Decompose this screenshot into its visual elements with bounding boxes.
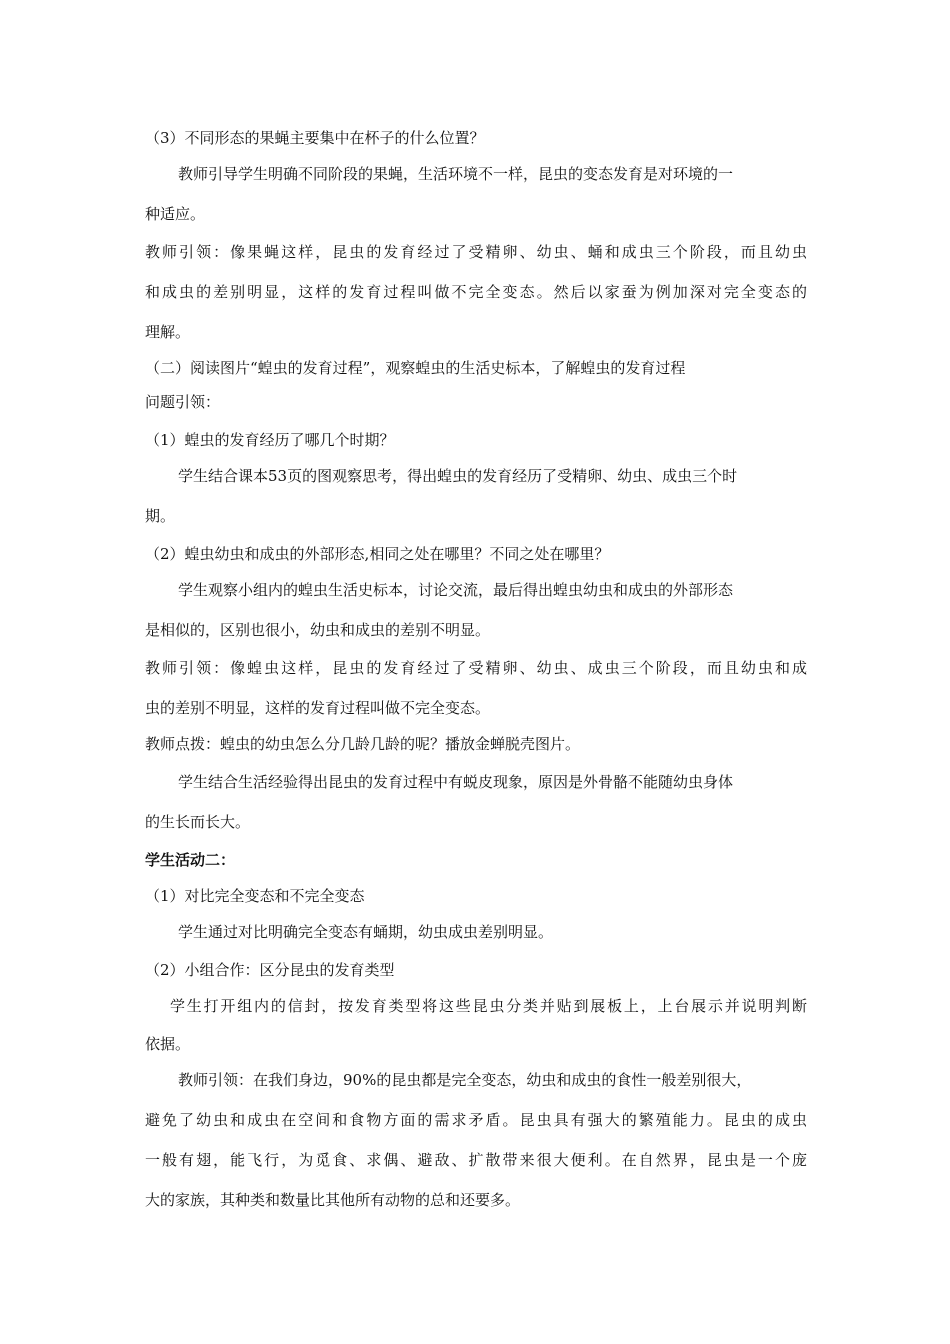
- question-1-locust: （1）蝗虫的发育经历了哪几个时期？: [145, 431, 395, 449]
- section-heading-locust: （二）阅读图片“蝗虫的发育过程”，观察蝗虫的生活史标本，了解蝗虫的发育过程: [145, 359, 686, 377]
- teacher-guide-line: 教师引领：在我们身边，90%的昆虫都是完全变态，幼虫和成虫的食性一般差别很大，: [178, 1071, 752, 1089]
- paragraph-line: 学生结合生活经验得出昆虫的发育过程中有蜕皮现象，原因是外骨骼不能随幼虫身体: [178, 773, 734, 791]
- paragraph-line: 和成虫的差别明显，这样的发育过程叫做不完全变态。然后以家蚕为例加深对完全变态的: [145, 283, 807, 301]
- paragraph-line: 的生长而长大。: [145, 813, 251, 831]
- paragraph-line: 学生打开组内的信封，按发育类型将这些昆虫分类并贴到展板上，上台展示并说明判断: [170, 997, 807, 1015]
- activity-2-heading: 学生活动二：: [145, 851, 236, 869]
- paragraph-line: 学生结合课本53页的图观察思考，得出蝗虫的发育经历了受精卵、幼虫、成虫三个时: [178, 467, 738, 485]
- paragraph-line: 理解。: [145, 323, 191, 341]
- paragraph-line: 依据。: [145, 1035, 191, 1053]
- paragraph-line: 大的家族，其种类和数量比其他所有动物的总和还要多。: [145, 1191, 521, 1209]
- paragraph-line: 避免了幼虫和成虫在空间和食物方面的需求矛盾。昆虫具有强大的繁殖能力。昆虫的成虫: [145, 1111, 807, 1129]
- teacher-hint-line: 教师点拨：蝗虫的幼虫怎么分几龄几龄的呢？播放金蝉脱壳图片。: [145, 735, 581, 753]
- question-3-fruitfly: （3）不同形态的果蝇主要集中在杯子的什么位置？: [145, 129, 485, 147]
- question-guide-label: 问题引领：: [145, 393, 221, 411]
- paragraph-line: 学生通过对比明确完全变态有蛹期，幼虫成虫差别明显。: [178, 923, 554, 941]
- paragraph-line: 是相似的，区别也很小，幼虫和成虫的差别不明显。: [145, 621, 491, 639]
- paragraph-line: 种适应。: [145, 205, 206, 223]
- paragraph-line: 期。: [145, 507, 176, 525]
- activity-item-1: （1）对比完全变态和不完全变态: [145, 887, 365, 905]
- paragraph-line: 教师引导学生明确不同阶段的果蝇，生活环境不一样，昆虫的变态发育是对环境的一: [178, 165, 734, 183]
- teacher-guide-line: 教师引领：像果蝇这样，昆虫的发育经过了受精卵、幼虫、蛹和成虫三个阶段，而且幼虫: [145, 243, 807, 261]
- paragraph-line: 一般有翅，能飞行，为觅食、求偶、避敌、扩散带来很大便利。在自然界，昆虫是一个庞: [145, 1151, 807, 1169]
- activity-item-2: （2）小组合作：区分昆虫的发育类型: [145, 961, 395, 979]
- teacher-guide-line: 教师引领：像蝗虫这样，昆虫的发育经过了受精卵、幼虫、成虫三个阶段，而且幼虫和成: [145, 659, 807, 677]
- paragraph-line: 虫的差别不明显，这样的发育过程叫做不完全变态。: [145, 699, 491, 717]
- paragraph-line: 学生观察小组内的蝗虫生活史标本，讨论交流，最后得出蝗虫幼虫和成虫的外部形态: [178, 581, 734, 599]
- question-2-locust: （2）蝗虫幼虫和成虫的外部形态,相同之处在哪里？不同之处在哪里？: [145, 545, 610, 563]
